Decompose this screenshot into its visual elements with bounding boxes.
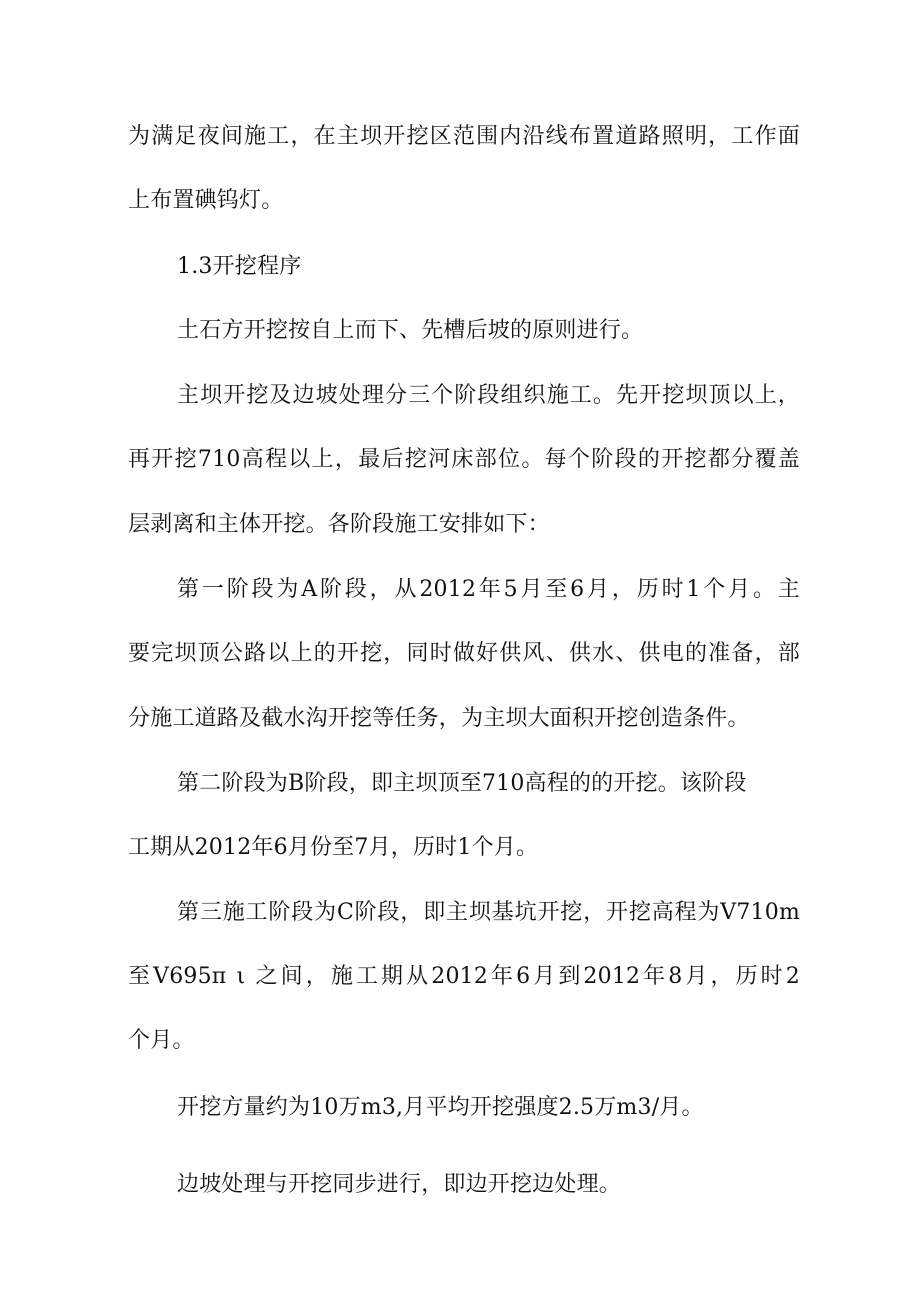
text-line: 第三施工阶段为C阶段，即主坝基坑开挖，开挖高程为V710m: [177, 900, 800, 925]
text-line: 再开挖710高程以上，最后挖河床部位。每个阶段的开挖都分覆盖: [128, 447, 800, 472]
text-line: 至V695π ι 之间，施工期从2012年6月到2012年8月，历时2: [128, 964, 800, 989]
text-line: 第二阶段为B阶段，即主坝顶至710高程的的开挖。该阶段: [177, 771, 747, 796]
text-line: 为满足夜间施工，在主坝开挖区范围内沿线布置道路照明，工作面: [128, 124, 800, 149]
text-line: 土石方开挖按自上而下、先槽后坡的原则进行。: [177, 318, 644, 343]
text-line: 上布置碘钨灯。: [128, 188, 284, 213]
text-line: 开挖方量约为10万m3,月平均开挖强度2.5万m3/月。: [177, 1095, 704, 1120]
section-heading: 1.3开挖程序: [177, 254, 302, 279]
text-line: 工期从2012年6月份至7月，历时1个月。: [128, 835, 539, 860]
text-line: 要完坝顶公路以上的开挖，同时做好供风、供水、供电的准备，部: [128, 641, 800, 666]
text-line: 个月。: [128, 1028, 195, 1053]
text-line: 第一阶段为A阶段，从2012年5月至6月，历时1个月。主: [177, 577, 800, 602]
text-line: 层剥离和主体开挖。各阶段施工安排如下：: [128, 512, 550, 537]
text-line: 分施工道路及截水沟开挖等任务，为主坝大面积开挖创造条件。: [128, 706, 750, 731]
text-line: 主坝开挖及边坡处理分三个阶段组织施工。先开挖坝顶以上，: [177, 383, 800, 408]
text-line: 边坡处理与开挖同步进行，即边开挖边处理。: [177, 1172, 622, 1197]
